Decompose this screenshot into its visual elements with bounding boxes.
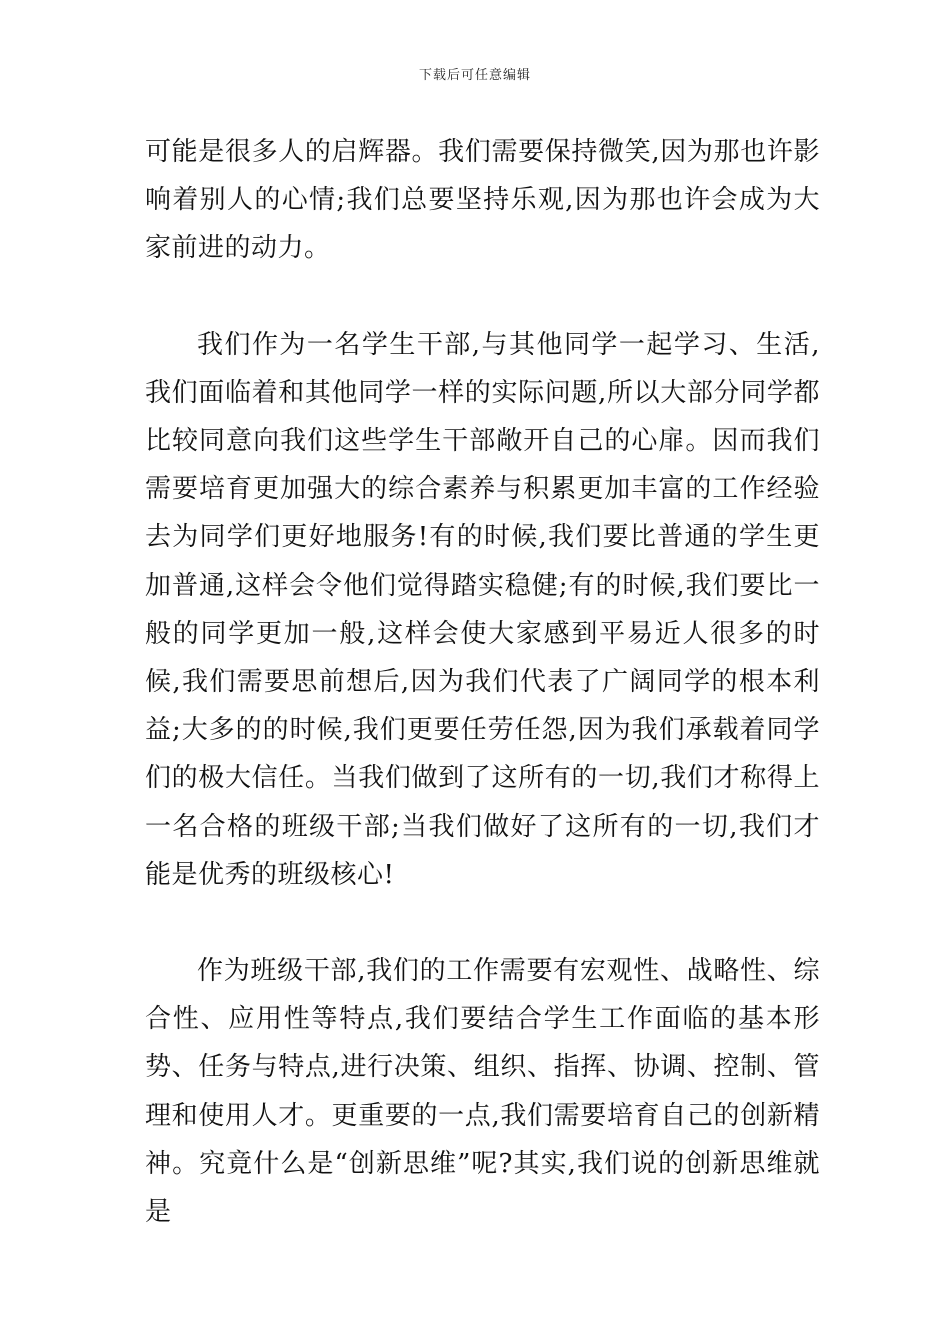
paragraph-3: 作为班级干部,我们的工作需要有宏观性、战略性、综合性、应用性等特点,我们要结合学生工作面临的基本形势、任务与特点,进行决策、组织、指挥、协调、控制、管理和使用人才。更重要的一点,我们需要培育自己的创新精神。究竟什么是“创新思维”呢?其实,我们说的创新思维就是 xyxy=(145,956,820,1228)
paragraph-2: 我们作为一名学生干部,与其他同学一起学习、生活,我们面临着和其他同学一样的实际问题,所以大部分同学都比较同意向我们这些学生干部敞开自己的心扉。因而我们需要培育更加强大的综合素养与积累更加丰富的工作经验去为同学们更好地服务!有的时候,我们要比普通的学生更加普通,这样会令他们觉得踏实稳健;有的时候,我们要比一般的同学更加一般,这样会使大家感到平易近人很多的时候,我们需要思前想后,因为我们代表了广阔同学的根本利益;大多的的时候,我们更要任劳任怨,因为我们承载着同学们的极大信任。当我们做到了这所有的一切,我们才称得上一名合格的班级干部;当我们做好了这所有的一切,我们才能是优秀的班级核心! xyxy=(145,329,820,890)
page-header: 下载后可任意编辑 xyxy=(418,68,531,83)
paragraph-1: 可能是很多人的启辉器。我们需要保持微笑,因为那也许影响着别人的心情;我们总要坚持乐观,因为那也许会成为大家前进的动力。 xyxy=(145,137,820,264)
document-body xyxy=(145,128,820,1236)
